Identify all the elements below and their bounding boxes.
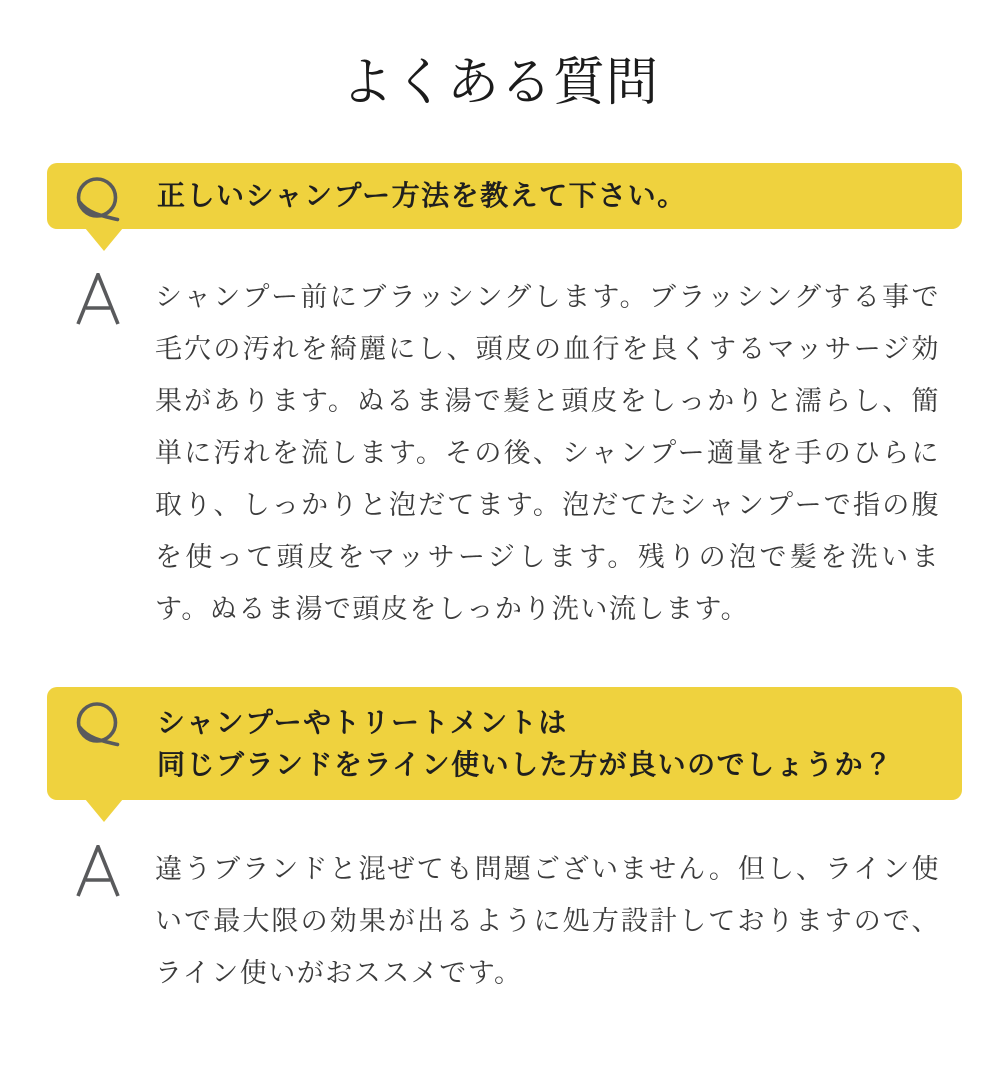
question-text-line-1: シャンプーやトリートメントは xyxy=(157,706,568,738)
faq-answer-1 xyxy=(75,271,1000,635)
answer-text: 違うブランドと混ぜても問題ございません。但し、ライン使いで最大限の効果が出るように処方設計しておりますので、ライン使いがおススメです。 xyxy=(155,854,940,988)
question-icon xyxy=(76,176,120,224)
faq-question-banner-1 xyxy=(47,163,962,229)
question-icon xyxy=(76,701,120,749)
speech-tail xyxy=(85,228,123,251)
faq-answer-2 xyxy=(75,843,1000,999)
answer-text: シャンプー前にブラッシングします。ブラッシングする事で毛穴の汚れを綺麗にし、頭皮の血行を良くするマッサージ効果があります。ぬるま湯で髪と頭皮をしっかりと濡らし、簡単に汚れを流します。その後、シャンプー適量を手のひらに取り、しっかりと泡だてます。泡だてたシャンプーで指の腹を使って頭皮をマッサージします。残りの泡で髪を洗います。ぬるま湯で頭皮をしっかり洗い流します。 xyxy=(155,282,941,624)
page-title: よくある質問 xyxy=(340,55,659,112)
faq-question-banner-2 xyxy=(47,687,962,800)
question-text: 正しいシャンプー方法を教えて下さい。 xyxy=(157,180,687,211)
speech-tail xyxy=(85,799,123,822)
question-text-group xyxy=(157,702,894,786)
question-text-line-2: 同じブランドをライン使いした方が良いのでしょうか？ xyxy=(157,748,894,780)
answer-icon xyxy=(75,273,121,325)
answer-icon xyxy=(75,845,121,897)
